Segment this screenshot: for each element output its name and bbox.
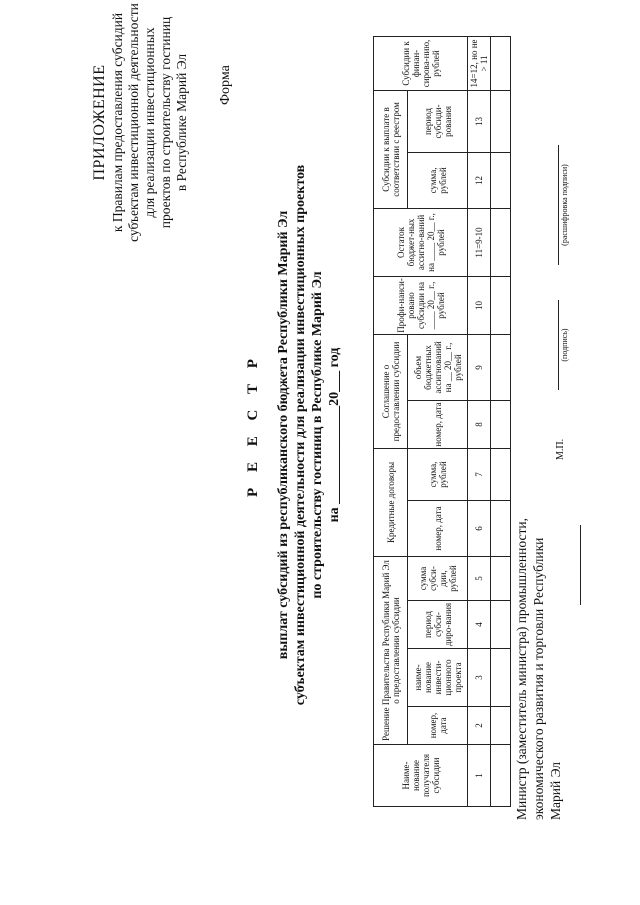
empty-cell <box>491 501 511 557</box>
empty-cell <box>491 152 511 208</box>
column-number: 12 <box>468 152 491 208</box>
header-agreement-volume: объем бюджетных ассигнований на __ 20__ г., рублей <box>408 334 468 400</box>
header-agreement-group: Соглашение о предоставлении субсидии <box>374 334 408 448</box>
header-decision-number: номер, дата <box>408 707 468 745</box>
heading-line: на ______________20___ год <box>327 347 342 523</box>
heading-line: субъектам инвестиционной деятельности для реализации инвестиционных проектов <box>293 164 308 706</box>
empty-cell <box>491 448 511 500</box>
appendix-title: ПРИЛОЖЕНИЕ <box>91 64 108 181</box>
empty-cell <box>491 36 511 90</box>
header-payout-group: Субсидии к выплате в соответствии с реестром <box>374 90 408 208</box>
column-number: 1 <box>468 745 491 807</box>
empty-cell <box>491 649 511 707</box>
column-number: 11=9-10 <box>468 208 491 276</box>
decoding-line <box>548 145 559 265</box>
header-credit-group: Кредитные договоры <box>374 448 408 556</box>
column-number: 2 <box>468 707 491 745</box>
column-number: 9 <box>468 334 491 400</box>
empty-cell <box>491 90 511 152</box>
empty-cell <box>491 400 511 448</box>
empty-cell <box>491 601 511 649</box>
header-refund: Субсидии к финан-сирова-нию, рублей <box>374 36 468 90</box>
header-financed: Профи-нанси-ровано субсидии на ____ 20__ г., рублей <box>374 276 468 334</box>
header-payout-sum: сумма, рублей <box>408 152 468 208</box>
register-heading <box>275 115 343 755</box>
header-credit-sum: сумма, рублей <box>408 448 468 500</box>
appendix-block <box>92 0 190 250</box>
stamp-place: М.П. <box>555 438 566 460</box>
appendix-line: субъектам инвестиционной деятельности <box>126 3 141 242</box>
empty-cell <box>491 334 511 400</box>
empty-cell <box>491 208 511 276</box>
header-remainder: Остаток бюджет-ных ассигно-ваний на ____ 20__ г., рублей <box>374 208 468 276</box>
column-number: 5 <box>468 557 491 601</box>
heading-line: по строительству гостиниц в Республике Марий Эл <box>310 271 325 599</box>
header-decision-period: период субси-диро-вания <box>408 601 468 649</box>
header-recipient: Наиме-нование получателя субсидии <box>374 745 468 807</box>
column-number: 13 <box>468 90 491 152</box>
register-table <box>373 37 511 807</box>
empty-cell <box>491 557 511 601</box>
header-decision-project: наиме-нование инвести-ционного проекта <box>408 649 468 707</box>
column-number: 6 <box>468 501 491 557</box>
header-credit-number: номер, дата <box>408 501 468 557</box>
register-title: Р Е Е С Т Р <box>245 353 261 497</box>
appendix-line: проектов по строительству гостиниц <box>158 16 173 229</box>
signature-caption: (подпись) <box>560 328 569 362</box>
heading-line: выплат субсидий из республиканского бюджета Республики Марий Эл <box>276 210 291 660</box>
appendix-line: для реализации инвестиционных <box>142 27 157 218</box>
minister-block <box>513 500 564 820</box>
column-number: 8 <box>468 400 491 448</box>
column-number: 7 <box>468 448 491 500</box>
form-label: Форма <box>218 65 233 105</box>
empty-cell <box>491 745 511 807</box>
decoding-caption: (расшифровка подписи) <box>560 164 569 246</box>
column-number: 4 <box>468 601 491 649</box>
header-decision-sum: сумма субси-дии, рублей <box>408 557 468 601</box>
column-number: 3 <box>468 649 491 707</box>
header-payout-period: период субсиди-рования <box>408 90 468 152</box>
appendix-line: к Правилам предоставления субсидий <box>110 12 125 233</box>
empty-cell <box>491 276 511 334</box>
minister-line: экономического развития и торговли Республики Марий Эл <box>531 537 563 820</box>
appendix-line: в Республике Марий Эл <box>174 53 189 192</box>
minister-line: Министр (заместитель министра) промышленности, <box>514 518 529 820</box>
column-number: 14=12, но не > 11 <box>468 36 491 90</box>
divider-line <box>580 525 581 605</box>
header-decision-group: Решение Правительства Республики Марий Эл о предоставлении субсидии <box>374 557 408 745</box>
empty-cell <box>491 707 511 745</box>
header-agreement-number: номер, дата <box>408 400 468 448</box>
column-number: 10 <box>468 276 491 334</box>
signature-line <box>548 300 559 390</box>
